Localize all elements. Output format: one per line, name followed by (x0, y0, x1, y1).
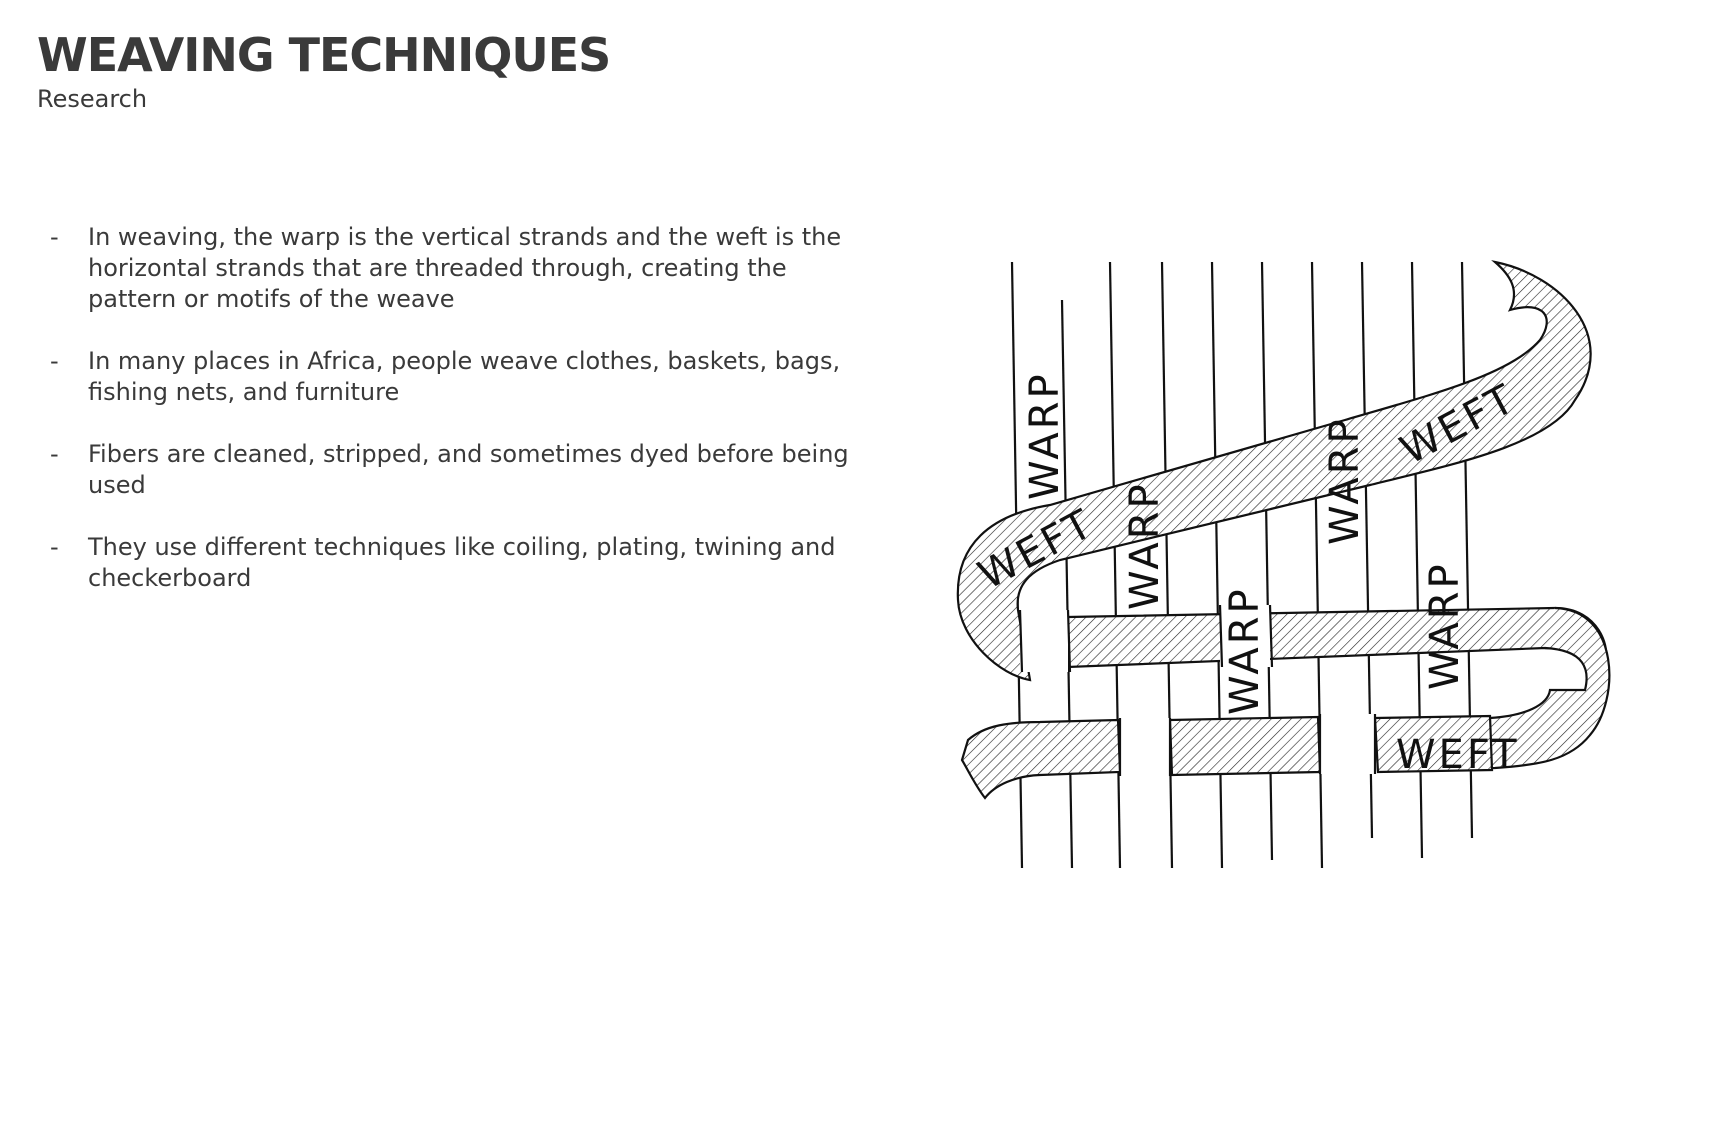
warp-over-weft (1320, 714, 1375, 774)
bullet-dash: - (50, 440, 59, 468)
warp-over-weft (1020, 610, 1068, 672)
bullet-item (50, 532, 850, 594)
bullet-text: In weaving, the warp is the vertical strands and the weft is the horizontal strands that are threaded through, creating the pattern or motifs of the weave (88, 223, 842, 313)
warp-label: WARP (1222, 586, 1268, 715)
warp-label: WARP (1422, 561, 1468, 690)
bullet-dash: - (50, 533, 59, 561)
bullet-list (50, 222, 850, 625)
warp-over-weft (1120, 718, 1170, 776)
bullet-item (50, 222, 850, 315)
page-subtitle: Research (37, 85, 148, 113)
weft-label: WEFT (1393, 375, 1524, 474)
warp-label: WARP (1322, 416, 1368, 545)
weft-band-bottom-middle (1170, 717, 1320, 775)
bullet-item (50, 346, 850, 408)
weft-band-bottom-left (962, 720, 1120, 798)
warp-label: WARP (1022, 371, 1068, 500)
weft-band-middle (1068, 608, 1606, 667)
bullet-text: In many places in Africa, people weave clothes, baskets, bags, fishing nets, and furniture (88, 347, 841, 406)
weft-label: WEFT (1396, 732, 1520, 778)
page-title: WEAVING TECHNIQUES (37, 28, 611, 82)
warp-label: WARP (1122, 481, 1168, 610)
bullet-dash: - (50, 347, 59, 375)
warp-line (1212, 262, 1222, 868)
bullet-text: Fibers are cleaned, stripped, and sometimes dyed before being used (88, 440, 849, 499)
warp-line (1312, 262, 1322, 868)
bullet-text: They use different techniques like coiling, plating, twining and checkerboard (88, 533, 836, 592)
bullet-item (50, 439, 850, 501)
weft-label: WEFT (971, 500, 1102, 599)
bullet-dash: - (50, 223, 59, 251)
warp-line (1110, 262, 1120, 868)
weaving-diagram (950, 255, 1630, 875)
